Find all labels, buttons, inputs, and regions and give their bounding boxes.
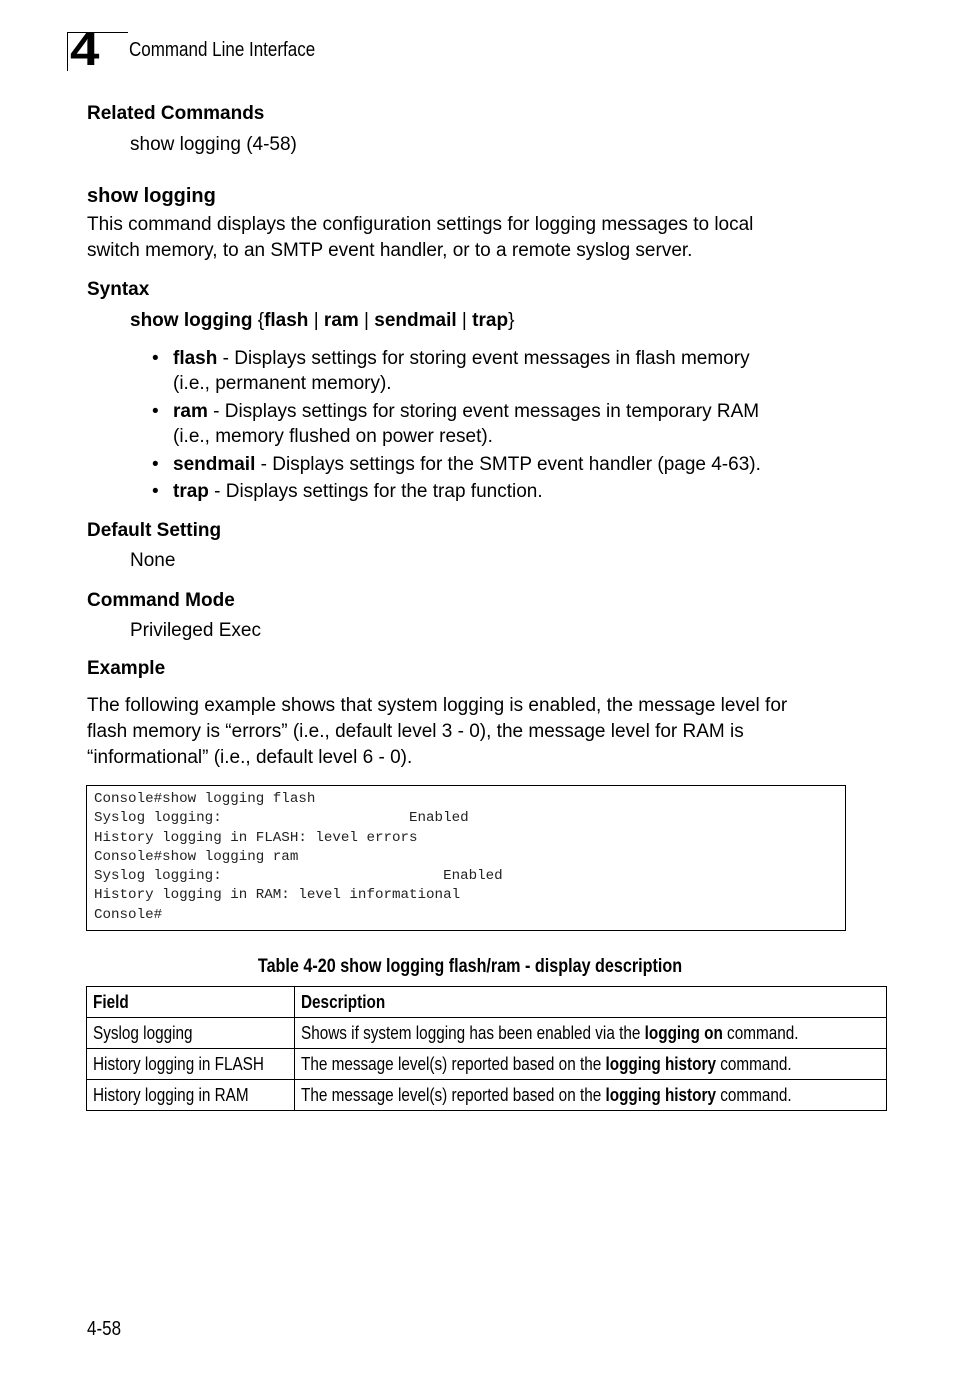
description-table [86,986,887,1111]
chapter-title: Command Line Interface [129,39,316,61]
bullet-text: - Displays settings for the trap function. [208,481,543,502]
example-line: The following example shows that system logging is enabled, the message level for [87,695,788,716]
syntax-sep: | [456,310,473,331]
syntax-sep: | [358,310,375,331]
syntax-option: ram [323,310,359,331]
desc-line: This command displays the configuration settings for logging messages to local [87,214,754,235]
bullet-item: • sendmail - Displays settings for the SMTP event handler (page 4-63). [152,454,761,475]
table-row [87,1049,887,1080]
bullet-text: (i.e., permanent memory). [173,373,392,394]
syntax-option: flash [264,310,309,331]
bullet-keyword: sendmail [173,454,256,475]
code-example: Console#show logging flash Syslog logging: Enabled History logging in FLASH: level errors Console#show logging ram Syslog logging: Enabled History logging in RAM: level informational Console# [94,791,503,923]
syntax-command: show logging [130,310,253,331]
default-setting-value: None [130,550,176,571]
syntax-option: trap [472,310,509,331]
bullet-text: - Displays settings for storing event messages in flash memory [217,348,750,369]
bullet-text: - Displays settings for storing event messages in temporary RAM [207,401,760,422]
code-example-box [86,785,846,931]
syntax-brace: } [508,310,515,331]
bullet-item: • flash - Displays settings for storing event messages in flash memory (i.e., permanent memory). [154,346,834,396]
table-header-row [87,987,887,1018]
bullet-text: - Displays settings for the SMTP event handler (page 4-63). [255,454,761,475]
bullet-text: (i.e., memory flushed on power reset). [173,426,493,447]
description-cell: Shows if system logging has been enabled via the logging on command. [295,1018,887,1049]
desc-line: switch memory, to an SMTP event handler, or to a remote syslog server. [87,240,693,261]
command-mode-value: Privileged Exec [130,620,261,641]
table-caption: Table 4-20 show logging flash/ram - display description [257,956,683,977]
example-heading: Example [87,658,166,679]
bullet-item: • ram - Displays settings for storing event messages in temporary RAM (i.e., memory flushed on power reset). [154,399,834,449]
default-setting-heading: Default Setting [87,520,222,541]
example-line: flash memory is “errors” (i.e., default level 3 - 0), the message level for RAM is [87,721,744,742]
related-command-link[interactable]: show logging (4-58) [130,134,297,155]
table-row [87,1018,887,1049]
description-cell: The message level(s) reported based on the logging history command. [295,1049,887,1080]
chapter-number: 4 [70,23,100,75]
syntax-heading: Syntax [87,279,150,300]
field-cell: Syslog logging [87,1018,295,1049]
command-mode-heading: Command Mode [87,590,235,611]
bullet-keyword: flash [173,348,218,369]
bullet-keyword: ram [173,401,208,422]
syntax-brace: { [252,310,265,331]
example-description [87,693,787,771]
command-description [87,212,753,264]
page-number: 4-58 [87,1318,122,1340]
description-cell: The message level(s) reported based on the logging history command. [295,1080,887,1111]
related-commands-heading: Related Commands [87,103,265,124]
syntax-line [130,310,514,332]
table-row [87,1080,887,1111]
field-cell: History logging in FLASH [87,1049,295,1080]
syntax-sep: | [308,310,324,331]
header-description: Description [295,987,887,1018]
field-cell: History logging in RAM [87,1080,295,1111]
example-line: “informational” (i.e., default level 6 - 0). [87,747,413,768]
bullet-keyword: trap [173,481,209,502]
bullet-item: • trap - Displays settings for the trap function. [152,481,543,502]
syntax-option: sendmail [374,310,457,331]
command-title: show logging [87,185,216,207]
header-field: Field [87,987,295,1018]
